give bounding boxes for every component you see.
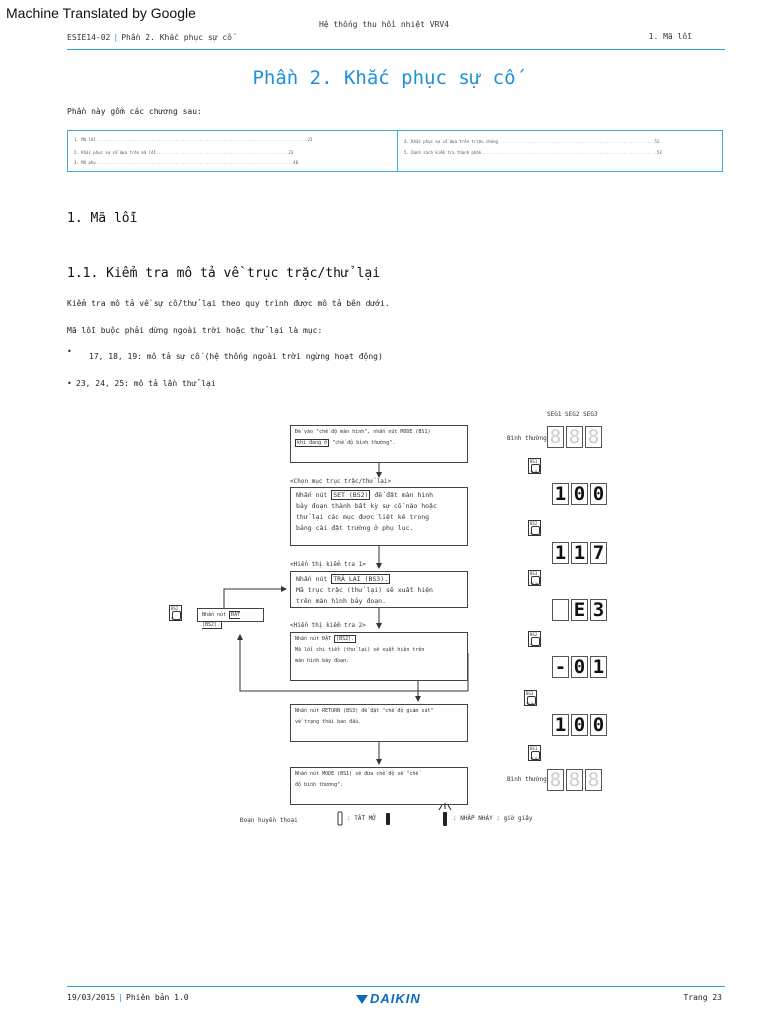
- legend-off-on: : TẮT MỞ: [347, 815, 376, 822]
- label-select-item: <Chọn mục trục trặc/thử lại>: [290, 478, 392, 485]
- step-enter-monitor-mode: Để vào "chế độ màn hình", nhấn nút MODE (BS1) khi đang ở "chế độ bình thường".: [290, 425, 468, 463]
- footer-version: Phiên bản 1.0: [126, 993, 189, 1002]
- bs1-button-1: BS1 CHẾ ĐỘ: [528, 458, 541, 474]
- paragraph-2: Mã lỗi buộc phải dừng ngoài trời hoặc thử lại là mục:: [67, 326, 323, 335]
- label-check-2: <Hiển thị kiểm tra 2>: [290, 622, 366, 629]
- doc-code: ESIE14-02: [67, 33, 111, 42]
- paragraph-1: Kiểm tra mô tả về sự cố/thử lại theo quy trình được mô tả bên dưới.: [67, 299, 390, 308]
- intro-text: Phần này gồm các chương sau:: [67, 107, 202, 116]
- header-section: 1. Mã lỗi: [648, 32, 692, 41]
- header-left: [67, 33, 232, 42]
- toc-divider: [397, 131, 398, 172]
- step-press-set: Nhấn nút SET (BS2) để đặt màn hình bảy đoạn thành bất kỳ sự cố nào hoặc thử lại các mục được liệt kê trong bảng cài đặt trường ở phụ lục.: [290, 487, 468, 546]
- seg-display-6: 1 0 0: [552, 714, 607, 736]
- bs2-button-2: BS2 BỘ: [528, 631, 541, 647]
- heading-error-codes: 1. Mã lỗi: [67, 211, 138, 226]
- daikin-logo: DAIKIN: [356, 991, 421, 1006]
- legend-label: Đoạn huyền thoại: [240, 817, 298, 824]
- header-part: Phần 2. Khắc phục sự cố: [121, 33, 232, 42]
- toc-item-4[interactable]: 4. Khắc phục sự cố dựa trên triệu chứng.................................................................52: [404, 139, 660, 144]
- bs2-button-1: BS2 BỘ: [528, 520, 541, 536]
- toc-item-3[interactable]: 3. Mã phụ..................................................................................48: [74, 160, 298, 165]
- header-separator: |: [113, 33, 119, 42]
- step-press-set-loop: Nhấn nút ĐẶT (BS2).: [197, 608, 264, 622]
- toc-item-2[interactable]: 2. Khắc phục sự cố dựa trên mã lỗi.......................................................23: [74, 150, 294, 155]
- seg-display-1: 8 8 8: [547, 426, 602, 448]
- toc-item-5[interactable]: 5. Danh sách kiểm tra thành phần.........................................................................53: [404, 150, 662, 155]
- bullet-item-2: 23, 24, 25: mô tả lần thử lại: [76, 379, 216, 388]
- footer-date: 19/03/2015: [67, 993, 116, 1002]
- footer-page-number: Trang 23: [683, 993, 722, 1002]
- heading-check-description: 1.1. Kiểm tra mô tả về trục trặc/thử lại: [67, 266, 381, 281]
- footer-rule: [67, 986, 725, 987]
- seg-display-3: 1 1 7: [552, 542, 607, 564]
- bs1-button-2: BS1 CHẾ ĐỘ: [528, 745, 541, 761]
- step-press-return: Nhấn nút TRẢ LẠI (BS3). Mã trục trặc (thử lại) sẽ xuất hiện trên màn hình bảy đoạn.: [290, 571, 468, 608]
- bs3-button-1: BS3 TRẢ LẠI: [528, 570, 541, 586]
- translation-banner: Machine Translated by Google: [6, 5, 196, 21]
- toc-item-1[interactable]: 1. Mã lỗi........................................................................................23: [74, 137, 313, 142]
- bullet-item-1: 17, 18, 19: mô tả sự cố (hệ thống ngoài trời ngừng hoạt động): [89, 352, 383, 361]
- step-reset-monitor: Nhấn nút RETURN (BS3) để đặt "chế độ giám sát" về trạng thái ban đầu.: [290, 704, 468, 742]
- seg-display-5: - 0 1: [552, 656, 607, 678]
- bs3-button-2: BS3 TRẢ LẠI: [524, 690, 537, 706]
- seg-header: SEG1 SEG2 SEG3: [547, 411, 598, 418]
- bs2-button-left: BS2 BỘ: [169, 605, 182, 621]
- legend-blink: : NHẤP NHÁY : giờ giây: [453, 815, 533, 822]
- footer-separator: |: [118, 993, 123, 1002]
- step-press-set-detail: Nhấn nút ĐẶT (BS2). Mã lỗi chi tiết (thử lại) sẽ xuất hiện trên màn hình bảy đoạn.: [290, 632, 468, 681]
- seg-display-2: 1 0 0: [552, 483, 607, 505]
- label-check-1: <Hiển thị kiểm tra 1>: [290, 561, 366, 568]
- seg-display-4: E 3: [552, 599, 607, 621]
- segment-blink-icon: [435, 803, 455, 827]
- bullet-mark-1: •: [67, 347, 72, 356]
- document-title: Hệ thống thu hồi nhiệt VRV4: [318, 20, 450, 29]
- page-title: Phần 2. Khắc phục sự cố: [252, 67, 516, 89]
- seg-display-7: 8 8 8: [547, 769, 602, 791]
- status-normal-top: Bình thường: [507, 435, 547, 442]
- step-return-normal: Nhấn nút MODE (BS1) sẽ đưa chế độ về "chế độ bình thường".: [290, 767, 468, 805]
- bullet-mark-2: •: [67, 379, 72, 388]
- flowchart-diagram: [160, 405, 750, 825]
- daikin-logo-icon: [356, 995, 368, 1004]
- status-normal-bottom: Bình thường: [507, 776, 547, 783]
- table-of-contents: [67, 130, 723, 172]
- header-rule: [67, 49, 725, 50]
- footer-left: [67, 993, 189, 1002]
